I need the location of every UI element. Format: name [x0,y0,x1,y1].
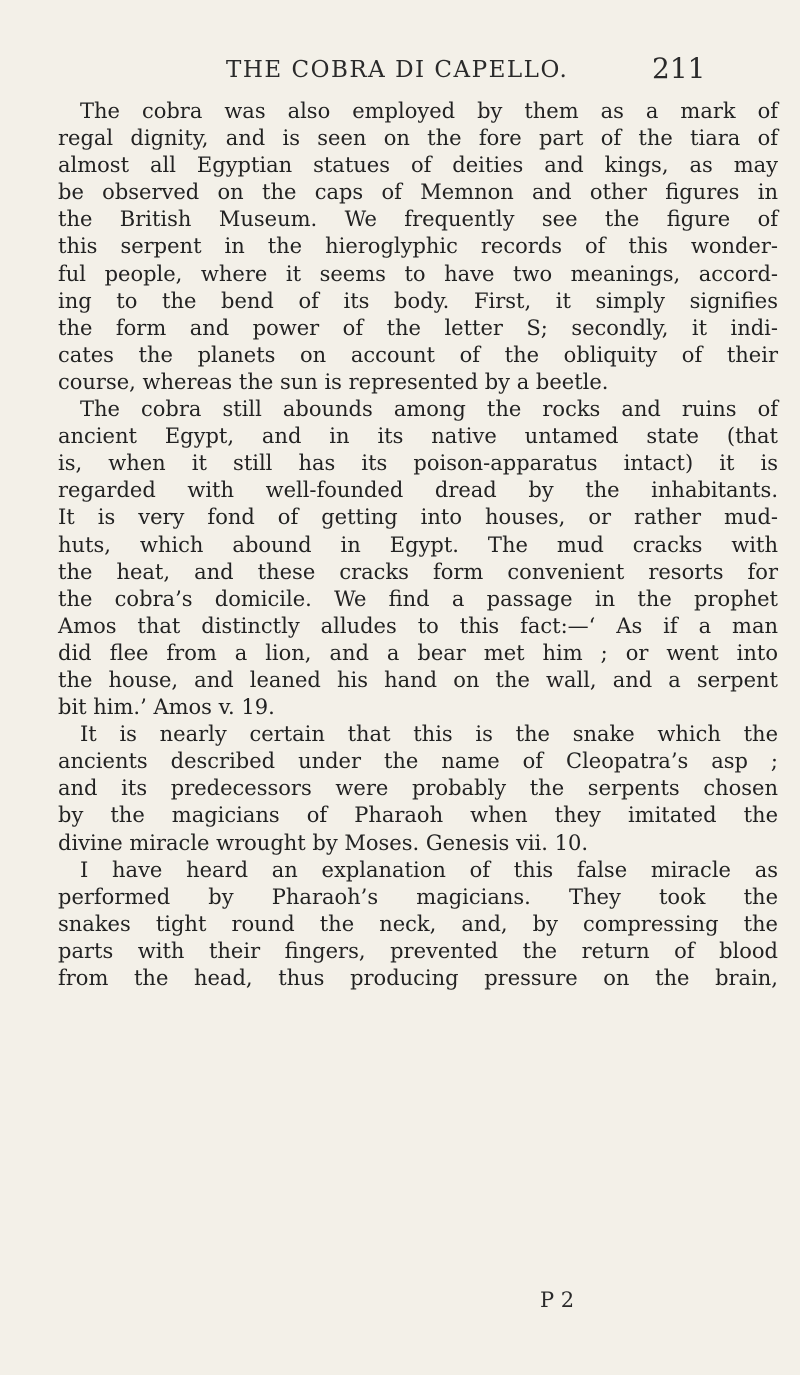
text-line: course, whereas the sun is represented by a beetle. [58,369,609,394]
text-line: The cobra still abounds among the rocks and ruins of [80,397,778,422]
body-text [58,98,778,992]
text-line: performed by Pharaoh’s magicians. They took the [58,884,778,909]
text-line: the British Museum. We frequently see the figure of [58,207,778,232]
text-line: did flee from a lion, and a bear met him ; or went into [58,640,778,665]
text-line: ful people, where it seems to have two meanings, accord- [58,261,778,286]
text-line: regal dignity, and is seen on the fore part of the tiara of [58,126,778,151]
text-line: is, when it still has its poison-apparatus intact) it is [58,451,778,476]
signature-mark: P 2 [540,1288,575,1312]
text-line: The cobra was also employed by them as a mark of [80,99,778,123]
text-line: I have heard an explanation of this false miracle as [80,857,778,882]
text-line: and its predecessors were probably the serpents chosen [58,776,778,801]
text-line: snakes tight round the neck, and, by compressing the [58,911,778,936]
text-line: cates the planets on account of the obliquity of their [58,342,778,367]
text-line: the heat, and these cracks form convenient resorts for [58,559,778,584]
text-line: the cobra’s domicile. We find a passage in the prophet [58,586,778,611]
running-head: THE COBRA DI CAPELLO. [226,57,569,83]
text-line: It is very fond of getting into houses, or rather mud- [58,505,778,530]
text-line: regarded with well-founded dread by the inhabitants. [58,478,778,503]
page-number: 211 [652,52,706,85]
text-line: Amos that distinctly alludes to this fact:—‘ As if a man [58,613,778,638]
text-line: be observed on the caps of Memnon and other figures in [58,180,778,205]
text-line: ancient Egypt, and in its native untamed state (that [58,424,778,449]
text-line: ancients described under the name of Cleopatra’s asp ; [58,749,778,774]
text-line: from the head, thus producing pressure on the brain, [58,966,778,990]
text-line: the house, and leaned his hand on the wall, and a serpent [58,667,778,692]
text-line: divine miracle wrought by Moses. Genesis vii. 10. [58,830,589,855]
text-line: huts, which abound in Egypt. The mud cracks with [58,532,778,557]
text-line: ing to the bend of its body. First, it simply signifies [58,288,778,313]
text-line: almost all Egyptian statues of deities and kings, as may [58,153,778,178]
text-line: by the magicians of Pharaoh when they imitated the [58,803,778,828]
text-line: the form and power of the letter S; secondly, it indi- [58,315,778,340]
text-line: this serpent in the hieroglyphic records of this wonder- [58,234,778,259]
text-line: bit him.’ Amos v. 19. [58,695,275,720]
page-header [0,52,800,92]
text-line: It is nearly certain that this is the snake which the [80,722,778,747]
text-line: parts with their fingers, prevented the return of blood [58,938,778,963]
